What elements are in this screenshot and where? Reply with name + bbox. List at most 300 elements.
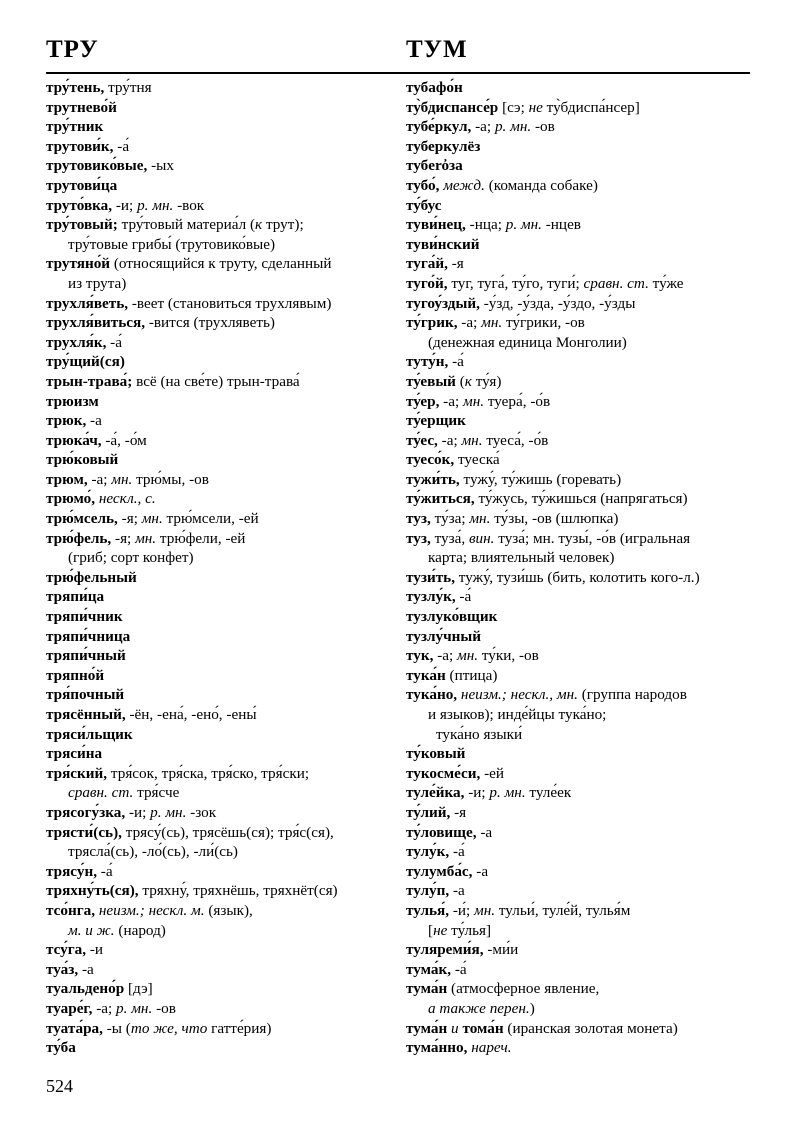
dictionary-entry: [406, 117, 756, 137]
headword: туле́йка,: [406, 784, 465, 802]
entry-text: -у́зд, -у́зда, -у́здо, -у́зды: [479, 294, 636, 312]
headword: туа́з,: [46, 960, 79, 978]
headword: тряхну́ть(ся),: [46, 882, 139, 900]
entry-text: тру́товый материа́л (: [117, 216, 256, 234]
entry-text: -нца;: [465, 216, 506, 234]
dictionary-entry: [406, 372, 756, 392]
entry-text: тря́сок, тря́ска, тря́ско, тря́ски;: [107, 764, 310, 782]
grammar-label: р. мн.: [150, 803, 187, 821]
headword: тря́ский,: [46, 764, 108, 782]
grammar-label: мн.: [457, 647, 479, 665]
headword: ту́житься,: [406, 490, 475, 508]
dictionary-entry: [46, 999, 396, 1019]
dictionary-entry: [406, 196, 756, 216]
dictionary-entry: [406, 529, 756, 549]
entry-text: [сэ;: [498, 98, 529, 116]
entry-text: (гриб; сорт конфет): [68, 549, 194, 567]
entry-text: ту́я): [471, 372, 502, 390]
dictionary-entry: [406, 568, 756, 588]
headword: трюм,: [46, 470, 88, 488]
grammar-label: и: [451, 1019, 459, 1037]
headword: трюизм: [46, 392, 99, 410]
headword: туз,: [406, 529, 431, 547]
dictionary-entry: [46, 803, 396, 823]
left-column: [46, 78, 396, 1058]
entry-text: -а́: [451, 960, 467, 978]
grammar-label: сравн. ст.: [583, 274, 649, 292]
dictionary-entry: [46, 764, 396, 784]
entry-text: трут);: [262, 216, 304, 234]
dictionary-entry: [46, 901, 396, 921]
entry-text: -а;: [439, 392, 463, 410]
grammar-label: то же, что: [130, 1019, 208, 1037]
grammar-label: к: [464, 372, 472, 390]
dictionary-entry: [406, 411, 756, 431]
dictionary-entry: [46, 372, 396, 392]
headword: туальдено́р: [46, 980, 125, 998]
entry-text: из трута): [68, 274, 127, 292]
entry-text: ту́зы, -ов (шлюпка): [490, 510, 619, 528]
dictionary-entry: [46, 352, 396, 372]
headword: трюк,: [46, 412, 87, 430]
grammar-label: неизм.; нескл. м.: [98, 901, 205, 919]
dictionary-entry: [406, 901, 756, 921]
dictionary-entry: [46, 98, 396, 118]
headword: трухля́веть,: [46, 294, 129, 312]
headword: тужи́ть,: [406, 470, 460, 488]
dictionary-entry: [46, 587, 396, 607]
running-head-right: ТУМ: [406, 36, 468, 63]
headword: ту́ловище,: [406, 823, 477, 841]
entry-text: трясу́(сь), трясёшь(ся); тря́с(ся),: [121, 823, 334, 841]
dictionary-entry: [406, 627, 756, 647]
entry-text: (относящийся к труту, сделанный: [110, 255, 332, 273]
dictionary-entry: [46, 215, 396, 235]
dictionary-entry: [46, 509, 396, 529]
grammar-label: не: [528, 98, 543, 116]
headword: тука́но,: [406, 686, 458, 704]
entry-text: (иранская золотая монета): [503, 1019, 678, 1037]
entry-text: -ей: [480, 764, 505, 782]
dictionary-entry: [46, 607, 396, 627]
entry-text: -веет (становиться трухлявым): [128, 294, 332, 312]
entry-text: -ми́и: [483, 941, 519, 959]
page-number: 524: [46, 1076, 73, 1096]
entry-text: -ов: [152, 999, 176, 1017]
dictionary-entry: [406, 764, 756, 784]
page-header: [46, 36, 750, 76]
dictionary-entry: [406, 666, 756, 686]
grammar-label: не: [433, 921, 448, 939]
dictionary-entry: [46, 411, 396, 431]
entry-continuation: [46, 783, 396, 803]
entry-text: ту́жусь, ту́жишься (напрягаться): [474, 490, 688, 508]
dictionary-entry: [406, 509, 756, 529]
grammar-label: межд.: [443, 176, 485, 194]
headword: ту́ер,: [406, 392, 440, 410]
entry-text: (язык),: [204, 901, 253, 919]
dictionary-entry: [46, 627, 396, 647]
headword: тряпно́й: [46, 666, 105, 684]
dictionary-entry: [46, 137, 396, 157]
entry-continuation: [406, 921, 756, 941]
dictionary-entry: [406, 823, 756, 843]
dictionary-entry: [406, 156, 756, 176]
grammar-label: р. мн.: [116, 999, 153, 1017]
entry-text: туеска́: [454, 451, 500, 469]
entry-text: -нцев: [541, 216, 581, 234]
headword: тулу́п,: [406, 882, 450, 900]
dictionary-entry: [406, 274, 756, 294]
entry-text: -я;: [117, 510, 142, 528]
entry-text: -а;: [433, 647, 458, 665]
entry-text: гатте́рия): [207, 1019, 272, 1037]
dictionary-entry: [406, 881, 756, 901]
entry-text: -а́: [106, 333, 122, 351]
dictionary-entry: [406, 940, 756, 960]
headword: тря́почный: [46, 686, 125, 704]
headword: туга́й,: [406, 255, 448, 273]
entry-text: -а;: [92, 999, 117, 1017]
entry-text: (команда собаке): [484, 176, 598, 194]
dictionary-entry: [406, 862, 756, 882]
headword: тулья́,: [406, 901, 450, 919]
headword: тума́н: [406, 980, 448, 998]
entry-text: ту́же: [648, 274, 684, 292]
headword: тука́н: [406, 666, 446, 684]
dictionary-entry: [46, 254, 396, 274]
dictionary-entry: [406, 98, 756, 118]
dictionary-entry: [406, 587, 756, 607]
dictionary-entry: [406, 744, 756, 764]
dictionary-entry: [406, 137, 756, 157]
dictionary-entry: [46, 705, 396, 725]
dictionary-entry: [406, 313, 756, 333]
entry-text: -вок: [173, 196, 205, 214]
entry-text: -а;: [87, 470, 112, 488]
headword: трухля́виться,: [46, 314, 146, 332]
dictionary-entry: [406, 646, 756, 666]
dictionary-entry: [46, 1019, 396, 1039]
headword: тру́тень,: [46, 79, 105, 96]
headword: туесо́к,: [406, 451, 455, 469]
dictionary-entry: [406, 685, 756, 705]
entry-continuation: [46, 235, 396, 255]
headword: тук,: [406, 647, 434, 665]
dictionary-entry: [46, 744, 396, 764]
headword: тума́нно,: [406, 1039, 468, 1057]
headword: ту́грик,: [406, 314, 458, 332]
headword: тряпи́чница: [46, 627, 131, 645]
dictionary-entry: [406, 215, 756, 235]
dictionary-entry: [406, 235, 756, 255]
dictionary-entry: [46, 568, 396, 588]
dictionary-entry: [46, 489, 396, 509]
entry-text: тульи́, туле́й, тулья́м: [495, 901, 631, 919]
entry-text: туеса́, -о́в: [482, 431, 549, 449]
dictionary-entry: [46, 881, 396, 901]
dictionary-entry: [46, 156, 396, 176]
entry-text: ту̀бдиспа́нсер]: [542, 98, 640, 116]
entry-text: -а́: [455, 588, 472, 606]
dictionary-entry: [406, 1038, 756, 1058]
headword: тряпи́ца: [46, 588, 105, 606]
entry-text: ту́грики, -ов: [502, 314, 585, 332]
entry-text: тужу́, тузи́шь (бить, колотить кого-л.): [455, 568, 700, 586]
headword: туви́нский: [406, 235, 480, 253]
entry-text: ): [529, 999, 535, 1017]
entry-text: -и́;: [449, 901, 475, 919]
headword: тузлуко́вщик: [406, 608, 498, 626]
headword: тру́щий(ся): [46, 353, 125, 371]
dictionary-entry: [46, 78, 396, 98]
entry-text: -а: [472, 862, 489, 880]
entry-text: (: [455, 372, 465, 390]
headword: трю́фель,: [46, 529, 112, 547]
dictionary-entry: [46, 470, 396, 490]
grammar-label: вин.: [468, 529, 495, 547]
entry-text: -вится (трухляветь): [145, 314, 275, 332]
headword: тулу́к,: [406, 843, 450, 861]
headword: туата́ра,: [46, 1019, 103, 1037]
headword: трясти́(сь),: [46, 823, 122, 841]
entry-text: -я;: [111, 529, 136, 547]
entry-text: трясла́(сь), -ло́(сь), -ли́(сь): [68, 843, 238, 861]
dictionary-entry: [46, 646, 396, 666]
headword: тугоу́здый,: [406, 294, 480, 312]
entry-text: [дэ]: [124, 980, 153, 998]
entry-text: -а: [476, 823, 493, 841]
entry-text: -и;: [112, 196, 138, 214]
entry-continuation: [46, 921, 396, 941]
dictionary-entry: [46, 450, 396, 470]
dictionary-entry: [46, 1038, 396, 1058]
grammar-label: мн.: [469, 510, 491, 528]
dictionary-entry: [406, 803, 756, 823]
headword: трюка́ч,: [46, 431, 102, 449]
headword: ту́ерщик: [406, 412, 466, 430]
headword: ту́евый: [406, 372, 456, 390]
headword: тузлу́к,: [406, 588, 456, 606]
headword: тума́н: [406, 1019, 448, 1037]
grammar-label: неизм.; нескл., мн.: [460, 686, 578, 704]
entry-text: трю́фели, -ей: [156, 529, 246, 547]
headword: тубе́ркул,: [406, 118, 472, 136]
entry-text: тря́сче: [133, 784, 180, 802]
headword: тру́тник: [46, 118, 104, 136]
entry-text: -ых: [147, 157, 174, 175]
headword: тума́к,: [406, 960, 452, 978]
entry-text: -а;: [457, 314, 482, 332]
dictionary-entry: [406, 470, 756, 490]
headword: туберкулёз: [406, 137, 481, 155]
entry-text: -а;: [471, 118, 495, 136]
entry-continuation: [46, 842, 396, 862]
grammar-label: нареч.: [471, 1039, 512, 1057]
headword: трутовико́вые,: [46, 157, 148, 175]
entry-continuation: [406, 999, 756, 1019]
entry-text: (народ): [114, 921, 166, 939]
grammar-label: р. мн.: [505, 216, 542, 234]
entry-text: -а: [78, 960, 94, 978]
dictionary-entry: [46, 725, 396, 745]
headword: тряси́на: [46, 745, 103, 763]
headword: тукосме́си,: [406, 764, 481, 782]
entry-text: карта; влиятельный человек): [428, 549, 615, 567]
headword: тряси́льщик: [46, 725, 133, 743]
headword: туляреми́я,: [406, 941, 484, 959]
dictionary-entry: [406, 78, 756, 98]
headword: ту́бус: [406, 196, 442, 214]
entry-text: -и: [86, 941, 104, 959]
grammar-label: м. и ж.: [68, 921, 115, 939]
grammar-label: мн.: [474, 901, 496, 919]
headword: тома́н: [462, 1019, 504, 1037]
entry-continuation: [406, 333, 756, 353]
dictionary-entry: [406, 176, 756, 196]
entry-text: тру́товые грибы́ (трутовико́вые): [68, 235, 276, 253]
entry-text: тужу́, ту́жишь (горевать): [459, 470, 622, 488]
entry-text: -ён, -ена́, -ено́, -ены́: [125, 706, 257, 723]
dictionary-entry: [406, 294, 756, 314]
entry-text: ту́за;: [430, 510, 470, 528]
headword: трутнево́й: [46, 98, 117, 116]
dictionary-entry: [46, 940, 396, 960]
entry-text: -а: [449, 882, 465, 900]
entry-text: -а́, -о́м: [101, 431, 147, 449]
entry-text: -ы (: [102, 1019, 131, 1037]
dictionary-entry: [46, 666, 396, 686]
entry-text: туера́, -о́в: [484, 392, 551, 410]
grammar-label: мн.: [111, 470, 133, 488]
entry-text: туза́; мн. тузы́, -о́в (игральная: [494, 529, 691, 547]
entry-text: -и;: [464, 784, 490, 802]
entry-text: (денежная единица Монголии): [428, 333, 627, 351]
dictionary-entry: [46, 333, 396, 353]
dictionary-entry: [406, 431, 756, 451]
headword: трутови́ца: [46, 176, 118, 194]
grammar-label: к: [255, 216, 263, 234]
dictionary-entry: [406, 1019, 756, 1039]
grammar-label: р. мн.: [137, 196, 174, 214]
dictionary-entry: [46, 823, 396, 843]
entry-text: трю́мы, -ов: [132, 470, 209, 488]
headword: трын-трава́;: [46, 372, 133, 390]
entry-text: туле́ек: [525, 784, 572, 802]
headword: туго́й,: [406, 274, 448, 292]
entry-text: -я: [450, 803, 467, 821]
dictionary-entry: [46, 392, 396, 412]
headword: тузлу́чный: [406, 627, 481, 645]
dictionary-entry: [46, 960, 396, 980]
entry-text: всё (на све́те) трын-трава́: [132, 372, 300, 390]
dictionary-entry: [406, 450, 756, 470]
dictionary-entry: [406, 392, 756, 412]
grammar-label: нескл., с.: [98, 490, 156, 508]
headword: трюмо́,: [46, 490, 96, 508]
entry-continuation: [406, 705, 756, 725]
headword: ту́лий,: [406, 803, 451, 821]
dictionary-entry: [46, 176, 396, 196]
headword: трясогу́зка,: [46, 803, 126, 821]
entry-text: (группа народов: [577, 686, 687, 704]
dictionary-entry: [46, 685, 396, 705]
entry-text: тряхну́, тряхнёшь, тряхнёт(ся): [138, 882, 338, 900]
headword: тузи́ть,: [406, 568, 455, 586]
entry-text: -и;: [125, 803, 151, 821]
entry-text: [: [428, 921, 434, 939]
dictionary-entry: [46, 313, 396, 333]
entry-text: туг, туга́, ту́го, туги́;: [447, 274, 584, 292]
headword: туз,: [406, 510, 431, 528]
headword: тру́товый;: [46, 216, 118, 234]
dictionary-entry: [406, 960, 756, 980]
dictionary-entry: [46, 117, 396, 137]
headword: трутови́к,: [46, 137, 114, 155]
headword: труто́вка,: [46, 196, 113, 214]
grammar-label: р. мн.: [489, 784, 526, 802]
headword: трясу́н,: [46, 862, 97, 880]
headword: тсу́га,: [46, 941, 87, 959]
headword: ту́ес,: [406, 431, 438, 449]
headword: трю́мсель,: [46, 510, 118, 528]
dictionary-entry: [46, 196, 396, 216]
entry-text: -а́: [113, 137, 130, 155]
headword: трясённый,: [46, 706, 126, 723]
dictionary-entry: [46, 529, 396, 549]
dictionary-entry: [406, 979, 756, 999]
grammar-label: мн.: [463, 392, 485, 410]
headword: трухля́к,: [46, 333, 107, 351]
entry-text: тука́но языки́: [436, 725, 523, 743]
entry-text: и языков); инде́йцы тука́но;: [428, 706, 607, 723]
grammar-label: р. мн.: [494, 118, 532, 136]
dictionary-entry: [406, 254, 756, 274]
entry-text: (атмосферное явление,: [447, 980, 600, 998]
headword: тубо́,: [406, 176, 440, 194]
entry-text: ту́ки, -ов: [478, 647, 539, 665]
dictionary-entry: [406, 842, 756, 862]
grammar-label: мн.: [481, 314, 503, 332]
headword: тубero̓за: [406, 157, 463, 175]
entry-text: ту́лья]: [447, 921, 492, 939]
entry-text: трю́мсели, -ей: [162, 510, 259, 528]
headword: тряпи́чный: [46, 647, 126, 665]
headword: туви́нец,: [406, 216, 466, 234]
entry-text: туза́,: [430, 529, 469, 547]
headword: туту́н,: [406, 353, 449, 371]
headword: трю́ковый: [46, 451, 119, 469]
dictionary-entry: [46, 431, 396, 451]
entry-continuation: [406, 725, 756, 745]
dictionary-entry: [46, 294, 396, 314]
headword: тулумба́с,: [406, 862, 473, 880]
entry-text: -а: [86, 412, 102, 430]
headword: тряпи́чник: [46, 608, 123, 626]
entry-text: (птица): [445, 666, 498, 684]
entry-text: тру́тня: [104, 79, 152, 96]
entry-text: -а́: [449, 843, 465, 861]
dictionary-entry: [406, 783, 756, 803]
entry-text: -я: [447, 255, 464, 273]
headword: трутяно́й: [46, 255, 111, 273]
headword: ту́ба: [46, 1039, 76, 1057]
dictionary-entry: [46, 862, 396, 882]
right-column: [406, 78, 756, 1058]
grammar-label: мн.: [461, 431, 483, 449]
headword: ту́ковый: [406, 745, 466, 763]
entry-continuation: [406, 548, 756, 568]
